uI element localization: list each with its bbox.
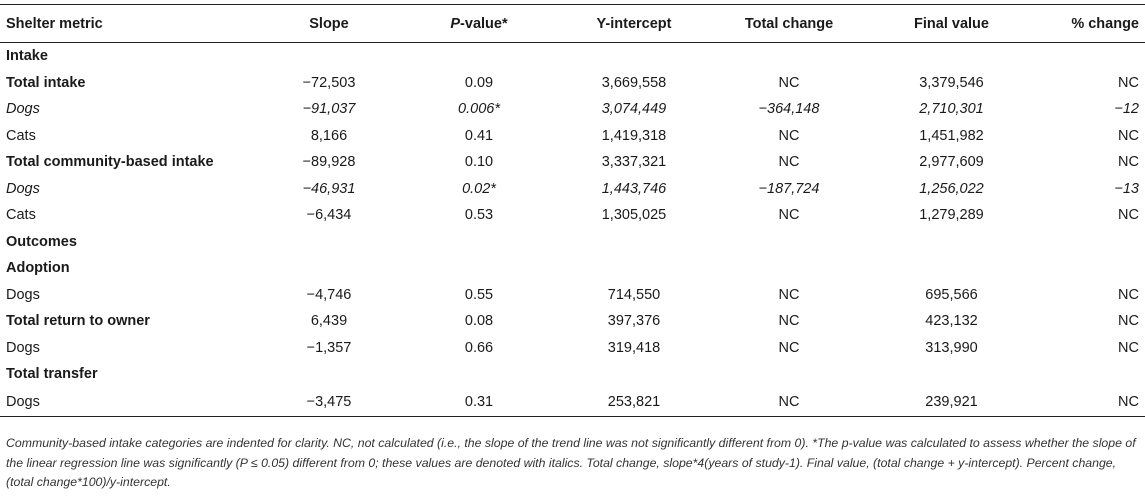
cell-pct-change: NC bbox=[1118, 393, 1139, 410]
cell-pvalue: 0.006* bbox=[458, 101, 500, 118]
cell-slope bbox=[254, 361, 404, 388]
cell-yintercept bbox=[554, 361, 714, 388]
table-row bbox=[0, 229, 1145, 256]
cell-yintercept: 3,337,321 bbox=[601, 154, 667, 171]
cell-total-change: NC bbox=[778, 313, 800, 330]
cell-slope: −46,931 bbox=[302, 180, 356, 197]
header-row bbox=[0, 5, 1145, 43]
col-header-yintercept: Y-intercept bbox=[596, 15, 672, 32]
cell-final-value bbox=[864, 255, 1039, 282]
cell-pvalue bbox=[404, 255, 554, 282]
cell-pvalue bbox=[404, 43, 554, 70]
table-row bbox=[0, 335, 1145, 362]
cell-pvalue: 0.41 bbox=[464, 127, 494, 144]
cell-total-change bbox=[714, 229, 864, 256]
cell-yintercept bbox=[554, 43, 714, 70]
col-header-pvalue-italic: P bbox=[450, 15, 461, 32]
col-header-final-value: Final value bbox=[914, 15, 989, 32]
col-header-pvalue-rest: -value* bbox=[460, 15, 508, 32]
cell-yintercept bbox=[554, 229, 714, 256]
cell-final-value: 2,977,609 bbox=[919, 154, 984, 171]
col-header-pvalue bbox=[404, 5, 554, 43]
col-header-pct-change: % change bbox=[1071, 15, 1139, 32]
cell-total-change bbox=[714, 43, 864, 70]
cell-slope: −4,746 bbox=[306, 286, 352, 303]
cell-pct-change bbox=[1039, 229, 1145, 256]
cell-metric: Intake bbox=[6, 48, 48, 65]
cell-total-change: NC bbox=[778, 127, 800, 144]
cell-pvalue: 0.53 bbox=[464, 207, 494, 224]
cell-pct-change: NC bbox=[1118, 74, 1139, 91]
col-header-metric: Shelter metric bbox=[6, 15, 103, 32]
cell-total-change: NC bbox=[778, 339, 800, 356]
table-row bbox=[0, 255, 1145, 282]
cell-slope: 6,439 bbox=[310, 313, 348, 330]
cell-yintercept: 1,443,746 bbox=[601, 180, 667, 197]
cell-metric: Dogs bbox=[6, 286, 40, 303]
cell-yintercept: 1,305,025 bbox=[601, 207, 667, 224]
cell-pct-change bbox=[1039, 255, 1145, 282]
cell-slope: −3,475 bbox=[306, 393, 352, 410]
cell-pvalue: 0.10 bbox=[464, 154, 494, 171]
col-header-slope: Slope bbox=[309, 15, 349, 32]
cell-slope: −91,037 bbox=[302, 101, 356, 118]
cell-pct-change: NC bbox=[1118, 313, 1139, 330]
cell-pct-change: −13 bbox=[1114, 180, 1139, 197]
cell-pct-change: NC bbox=[1118, 154, 1139, 171]
cell-metric: Total community-based intake bbox=[6, 154, 214, 171]
cell-final-value bbox=[864, 361, 1039, 388]
cell-pct-change: NC bbox=[1118, 207, 1139, 224]
cell-metric: Dogs bbox=[6, 393, 40, 410]
cell-slope bbox=[254, 43, 404, 70]
cell-yintercept bbox=[554, 255, 714, 282]
table-footnote: Community-based intake categories are indented for clarity. NC, not calculated (i.e., the slope of the trend line was not significantly different from 0). *The p-value was calculated to assess whether the slope of the linear regression line was significantly (P ≤ 0.05) different from 0; these values are denoted with italics. Total change, slope*4(years of study-1). Final value, (total change + y-intercept). Percent change, (total change*100)/y-intercept. bbox=[6, 436, 1136, 489]
table-row bbox=[0, 70, 1145, 97]
table-row bbox=[0, 202, 1145, 229]
cell-final-value: 1,279,289 bbox=[919, 207, 984, 224]
cell-slope: −89,928 bbox=[302, 154, 356, 171]
cell-pvalue bbox=[404, 361, 554, 388]
cell-pct-change: NC bbox=[1118, 127, 1139, 144]
cell-total-change: NC bbox=[778, 393, 800, 410]
cell-pct-change bbox=[1039, 361, 1145, 388]
table-row bbox=[0, 123, 1145, 150]
cell-pvalue: 0.31 bbox=[464, 393, 494, 410]
table-row bbox=[0, 149, 1145, 176]
cell-pvalue: 0.02* bbox=[462, 180, 496, 197]
cell-metric: Total return to owner bbox=[6, 313, 150, 330]
cell-final-value: 239,921 bbox=[925, 393, 978, 410]
table-row bbox=[0, 388, 1145, 417]
cell-metric: Adoption bbox=[6, 260, 70, 277]
table-row bbox=[0, 43, 1145, 70]
cell-yintercept: 3,669,558 bbox=[601, 74, 667, 91]
cell-metric: Total transfer bbox=[6, 366, 98, 383]
table-row bbox=[0, 282, 1145, 309]
cell-pvalue: 0.09 bbox=[464, 74, 494, 91]
cell-final-value bbox=[864, 43, 1039, 70]
cell-pct-change: NC bbox=[1118, 286, 1139, 303]
cell-final-value bbox=[864, 229, 1039, 256]
cell-yintercept: 1,419,318 bbox=[601, 127, 667, 144]
cell-total-change: NC bbox=[778, 74, 800, 91]
cell-final-value: 1,256,022 bbox=[919, 180, 984, 197]
cell-metric: Outcomes bbox=[6, 233, 77, 250]
cell-total-change bbox=[714, 255, 864, 282]
table-row bbox=[0, 96, 1145, 123]
cell-final-value: 1,451,982 bbox=[919, 127, 984, 144]
cell-final-value: 423,132 bbox=[925, 313, 978, 330]
cell-pvalue: 0.55 bbox=[464, 286, 494, 303]
cell-total-change bbox=[714, 361, 864, 388]
cell-final-value: 313,990 bbox=[925, 339, 978, 356]
cell-pct-change bbox=[1039, 43, 1145, 70]
cell-yintercept: 319,418 bbox=[607, 339, 661, 356]
cell-total-change: NC bbox=[778, 154, 800, 171]
cell-total-change: −364,148 bbox=[758, 101, 820, 118]
col-header-total-change: Total change bbox=[744, 15, 834, 32]
cell-metric: Dogs bbox=[6, 339, 40, 356]
cell-metric: Cats bbox=[6, 127, 36, 144]
cell-pct-change: −12 bbox=[1114, 101, 1139, 118]
cell-pvalue bbox=[404, 229, 554, 256]
cell-yintercept: 3,074,449 bbox=[601, 101, 667, 118]
cell-yintercept: 714,550 bbox=[607, 286, 661, 303]
cell-final-value: 695,566 bbox=[925, 286, 978, 303]
cell-yintercept: 253,821 bbox=[607, 393, 661, 410]
cell-slope bbox=[254, 229, 404, 256]
cell-slope bbox=[254, 255, 404, 282]
table-row bbox=[0, 176, 1145, 203]
cell-final-value: 2,710,301 bbox=[919, 101, 984, 118]
cell-pvalue: 0.08 bbox=[464, 313, 494, 330]
cell-pvalue: 0.66 bbox=[464, 339, 494, 356]
shelter-metrics-table bbox=[0, 4, 1145, 417]
cell-slope: 8,166 bbox=[310, 127, 348, 144]
cell-total-change: NC bbox=[778, 286, 800, 303]
cell-final-value: 3,379,546 bbox=[919, 74, 984, 91]
cell-slope: −6,434 bbox=[306, 207, 352, 224]
table-row bbox=[0, 361, 1145, 388]
cell-metric: Dogs bbox=[6, 180, 40, 197]
table-row bbox=[0, 308, 1145, 335]
cell-yintercept: 397,376 bbox=[607, 313, 661, 330]
cell-metric: Cats bbox=[6, 207, 36, 224]
cell-metric: Dogs bbox=[6, 101, 40, 118]
cell-slope: −1,357 bbox=[306, 339, 352, 356]
cell-pct-change: NC bbox=[1118, 339, 1139, 356]
cell-total-change: NC bbox=[778, 207, 800, 224]
cell-slope: −72,503 bbox=[302, 74, 356, 91]
cell-metric: Total intake bbox=[6, 74, 86, 91]
cell-total-change: −187,724 bbox=[758, 180, 820, 197]
